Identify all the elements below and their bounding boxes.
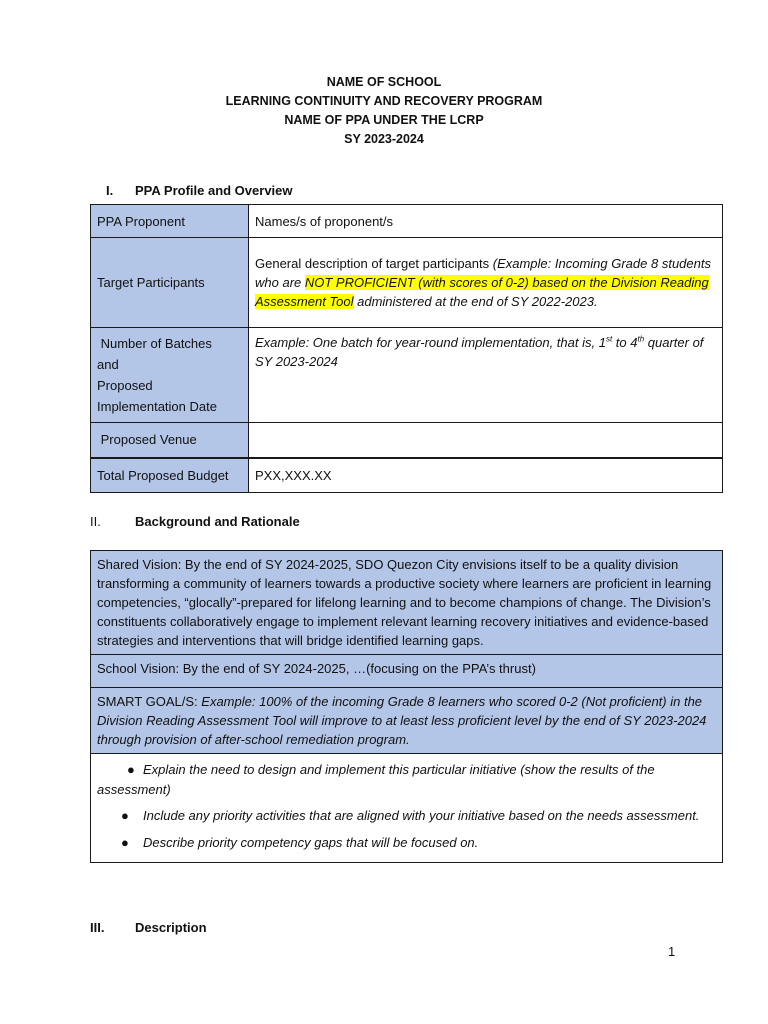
batches-value: Example: One batch for year-round implementation, that is, 1st to 4th quarter of SY 2023-2024 <box>249 328 723 423</box>
table-row <box>91 458 723 493</box>
needs-assessment-notes <box>91 754 723 863</box>
table-row <box>91 238 723 328</box>
section-title: Background and Rationale <box>135 514 300 529</box>
list-item: ● Explain the need to design and implement this particular initiative (show the results of the assessment) <box>97 762 655 797</box>
section-number: I. <box>106 183 114 198</box>
venue-label: Proposed Venue <box>91 423 249 458</box>
section-heading-profile <box>106 183 293 198</box>
section-number: III. <box>90 920 105 935</box>
venue-value <box>249 423 723 458</box>
rationale-table <box>90 550 723 863</box>
school-year: SY 2023-2024 <box>344 132 424 146</box>
budget-label: Total Proposed Budget <box>91 458 249 493</box>
highlighted-criteria: NOT PROFICIENT (with scores of 0-2) based on the Division Reading Assessment Tool <box>255 275 709 309</box>
table-row <box>91 754 723 863</box>
list-item: ● Include any priority activities that are aligned with your initiative based on the needs assessment. <box>97 804 716 827</box>
section-title: Description <box>135 920 207 935</box>
smart-goals: SMART GOAL/S: Example: 100% of the incoming Grade 8 learners who scored 0-2 (Not proficient) in the Division Reading Assessment Tool will improve to at least less proficient level by the end of SY 2023-2024 through provision of after-school remediation program. <box>91 688 723 754</box>
budget-value: PXX,XXX.XX <box>249 458 723 493</box>
table-row <box>91 328 723 423</box>
bullet-icon: ● <box>121 835 129 850</box>
table-row <box>91 205 723 238</box>
table-row <box>91 688 723 754</box>
table-row <box>91 655 723 688</box>
school-name: NAME OF SCHOOL <box>326 75 442 89</box>
page-number: 1 <box>668 944 676 959</box>
bullet-icon: ● <box>127 762 135 777</box>
proponent-value: Names/s of proponent/s <box>249 205 723 238</box>
table-row <box>91 551 723 655</box>
batches-label: Number of Batches and Proposed Implementation Date <box>91 328 249 423</box>
proponent-label: PPA Proponent <box>91 205 249 238</box>
bullet-icon: ● <box>121 808 129 823</box>
shared-vision: Shared Vision: By the end of SY 2024-2025, SDO Quezon City envisions itself to be a quality division transforming a community of learners towards a productive society where learners are proficient in learning competencies, “glocally”-prepared for lifelong learning and to become champions of change. The Division’s constituents collaboratively engage to implement relevant learning recovery initiatives and evidence-based strategies and interventions that will bridge identified learning gaps. <box>91 551 723 655</box>
section-heading-description <box>90 920 207 935</box>
document-title-block <box>0 73 768 149</box>
section-heading-rationale <box>90 514 300 529</box>
participants-value: General description of target participants (Example: Incoming Grade 8 students who are NOT PROFICIENT (with scores of 0-2) based on the Division Reading Assessment Tool administered at the end of SY 2022-2023. <box>249 238 723 328</box>
ppa-profile-table <box>90 204 723 493</box>
list-item: ● Describe priority competency gaps that will be focused on. <box>97 831 716 854</box>
table-row <box>91 423 723 458</box>
section-number: II. <box>90 514 101 529</box>
participants-label: Target Participants <box>91 238 249 328</box>
bullet-list <box>97 760 716 854</box>
school-vision: School Vision: By the end of SY 2024-2025, …(focusing on the PPA’s thrust) <box>91 655 723 688</box>
section-title: PPA Profile and Overview <box>135 183 293 198</box>
program-name: LEARNING CONTINUITY AND RECOVERY PROGRAM <box>225 94 543 108</box>
ppa-name: NAME OF PPA UNDER THE LCRP <box>284 113 484 127</box>
